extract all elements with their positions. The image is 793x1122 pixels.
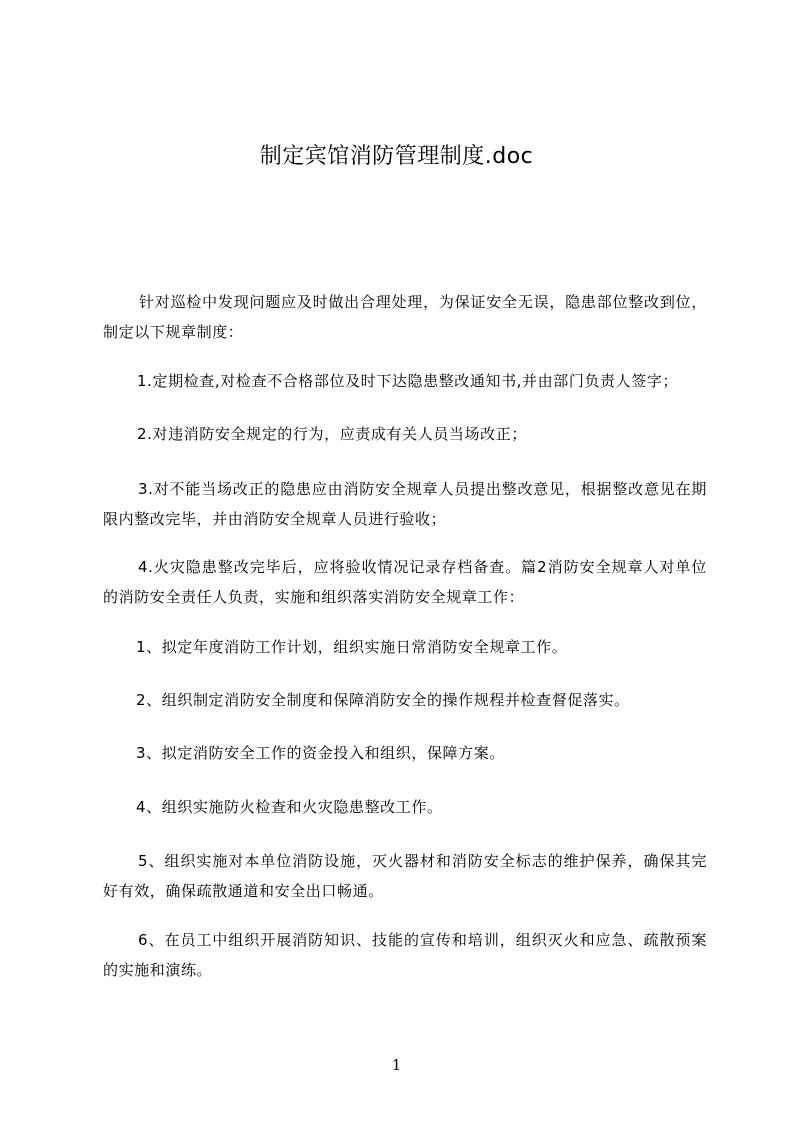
- paragraph-duty-1: 1、拟定年度消防工作计划，组织实施日常消防安全规章工作。: [136, 638, 568, 656]
- page-number: 1: [391, 1056, 402, 1074]
- paragraph-duty-4: 4、组织实施防火检查和火灾隐患整改工作。: [136, 798, 443, 816]
- paragraph-intro: 针对巡检中发现问题应及时做出合理处理，为保证安全无误，隐患部位整改到位，制定以下规章制度：: [103, 293, 707, 341]
- paragraph-duty-5: 5、组织实施对本单位消防设施，灭火器材和消防安全标志的维护保养，确保其完好有效，确保疏散通道和安全出口畅通。: [103, 852, 707, 900]
- paragraph-rule-2: 2.对违消防安全规定的行为，应责成有关人员当场改正；: [137, 425, 527, 443]
- paragraph-duty-3: 3、拟定消防安全工作的资金投入和组织，保障方案。: [136, 744, 505, 762]
- paragraph-duty-6: 6、在员工中组织开展消防知识、技能的宣传和培训，组织灭火和应急、疏散预案的实施和演练。: [103, 931, 707, 979]
- paragraph-rule-4: 4.火灾隐患整改完毕后，应将验收情况记录存档备查。篇2消防安全规章人对单位的消防安全责任人负责，实施和组织落实消防安全规章工作：: [103, 558, 707, 606]
- paragraph-rule-1: 1.定期检查,对检查不合格部位及时下达隐患整改通知书,并由部门负责人签字；: [137, 372, 679, 390]
- paragraph-duty-2: 2、组织制定消防安全制度和保障消防安全的操作规程并检查督促落实。: [136, 691, 630, 709]
- paragraph-rule-3: 3.对不能当场改正的隐患应由消防安全规章人员提出整改意见，根据整改意见在期限内整改完毕，并由消防安全规章人员进行验收；: [103, 480, 707, 528]
- page-title: 制定宾馆消防管理制度.doc: [259, 144, 534, 169]
